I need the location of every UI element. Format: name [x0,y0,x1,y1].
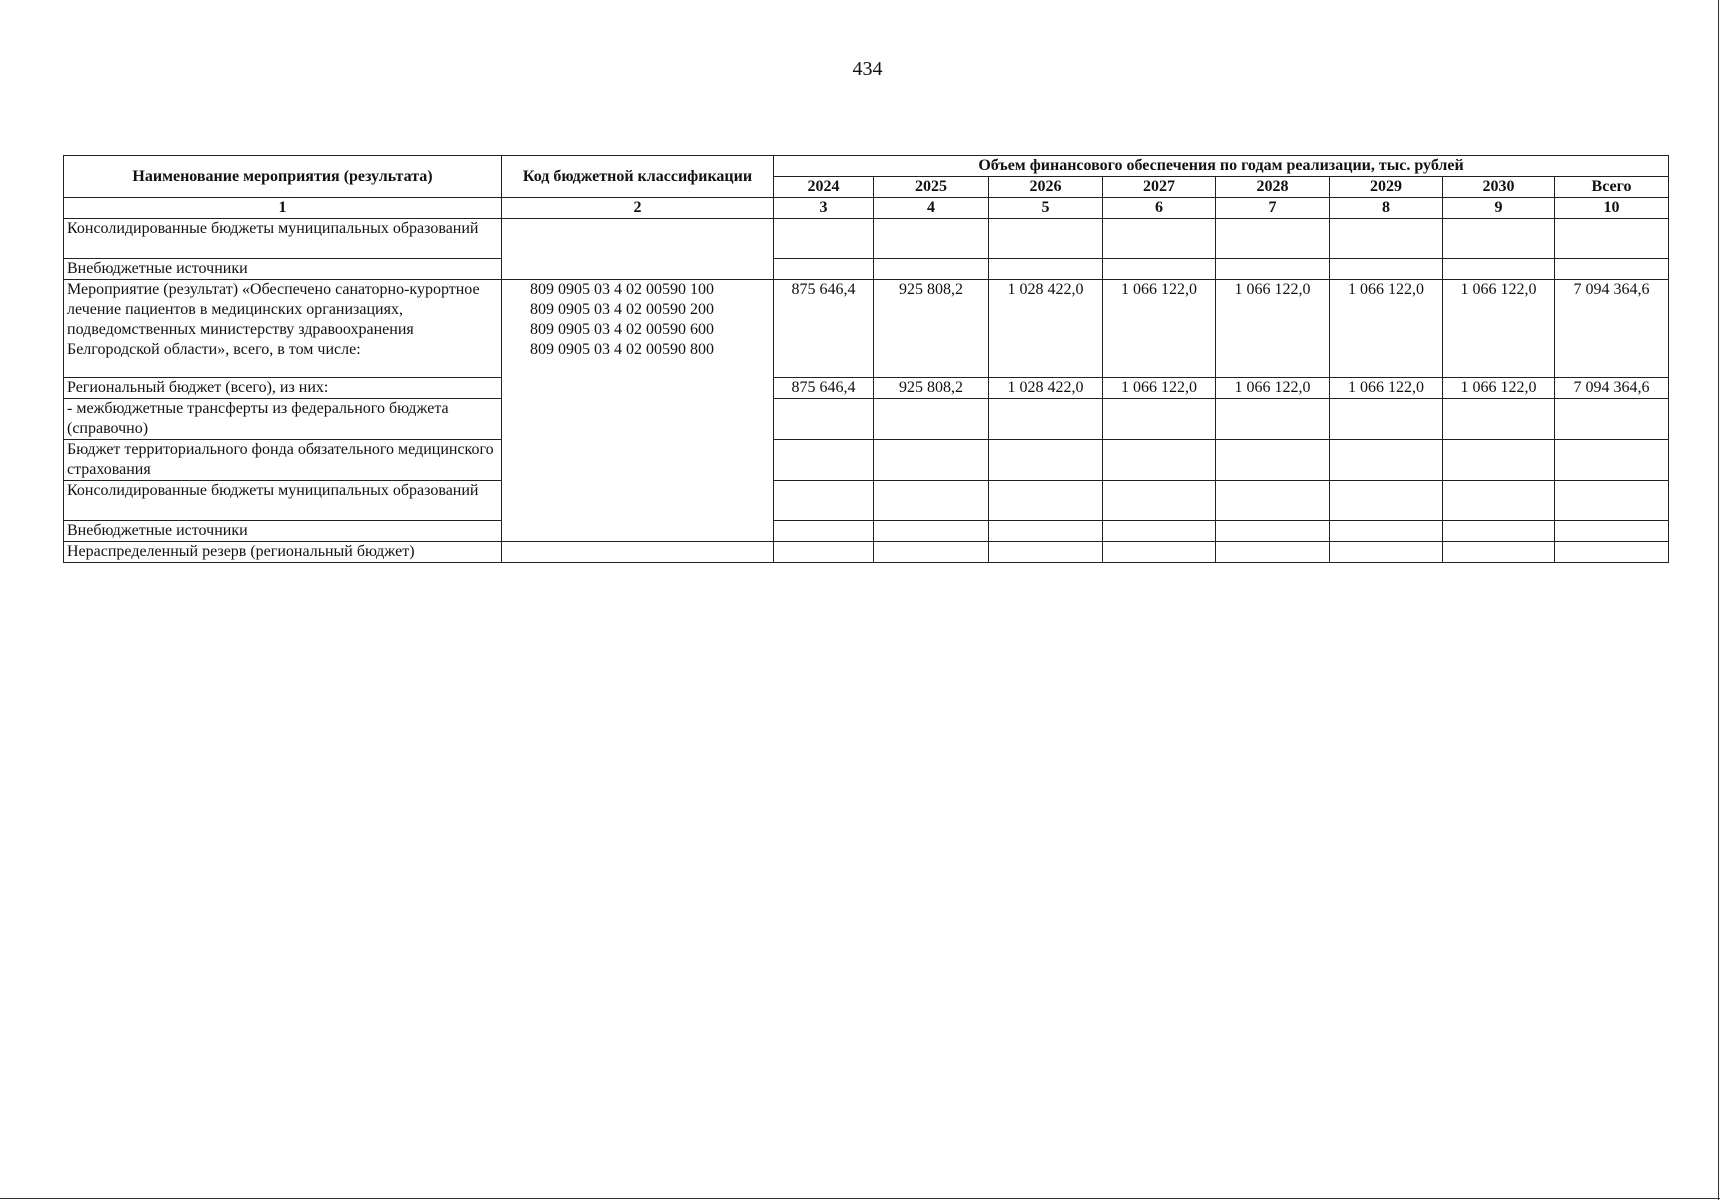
value-cell [774,542,874,563]
column-number: 9 [1443,198,1555,219]
table-row [64,280,1669,378]
value-cell: 1 066 122,0 [1103,280,1216,378]
page-border-right [1718,0,1719,1200]
code-cell [502,219,774,280]
value-cell [874,259,989,280]
value-cell [1103,440,1216,481]
value-cell [1103,259,1216,280]
value-cell [874,481,989,521]
value-cell: 1 028 422,0 [989,280,1103,378]
header-year: Всего [1555,177,1669,198]
value-cell [1216,481,1330,521]
table-row [64,521,1669,542]
value-cell [1330,219,1443,259]
value-cell [1330,521,1443,542]
value-cell: 925 808,2 [874,280,989,378]
value-cell [774,259,874,280]
value-cell [1103,481,1216,521]
value-cell: 1 028 422,0 [989,378,1103,399]
value-cell [1103,542,1216,563]
value-cell [1216,259,1330,280]
value-cell: 925 808,2 [874,378,989,399]
row-name: Внебюджетные источники [64,259,502,280]
value-cell [989,399,1103,440]
table-row [64,259,1669,280]
value-cell [1443,521,1555,542]
value-cell: 1 066 122,0 [1443,280,1555,378]
table-row [64,542,1669,563]
header-year: 2024 [774,177,874,198]
value-cell [989,440,1103,481]
code-cell [502,542,774,563]
value-cell [774,399,874,440]
value-cell [1216,219,1330,259]
value-cell [1555,219,1669,259]
value-cell [1555,542,1669,563]
value-cell [1103,219,1216,259]
column-number: 6 [1103,198,1216,219]
value-cell: 875 646,4 [774,280,874,378]
value-cell [874,521,989,542]
budget-code: 809 0905 03 4 02 00590 800 [530,341,714,358]
value-cell [989,259,1103,280]
value-cell [1103,521,1216,542]
value-cell: 1 066 122,0 [1330,378,1443,399]
value-cell [1555,440,1669,481]
value-cell [774,521,874,542]
row-name: Региональный бюджет (всего), из них: [64,378,502,399]
value-cell [1216,521,1330,542]
column-number: 1 [64,198,502,219]
row-name: Консолидированные бюджеты муниципальных образований [64,219,502,259]
value-cell [774,481,874,521]
value-cell [1443,481,1555,521]
header-name: Наименование мероприятия (результата) [64,156,502,198]
header-year: 2030 [1443,177,1555,198]
value-cell: 1 066 122,0 [1103,378,1216,399]
value-cell [1103,399,1216,440]
value-cell [1216,440,1330,481]
table-row [64,440,1669,481]
header-year: 2026 [989,177,1103,198]
value-cell: 1 066 122,0 [1216,378,1330,399]
header-code: Код бюджетной классификации [502,156,774,198]
value-cell: 1 066 122,0 [1216,280,1330,378]
column-number: 8 [1330,198,1443,219]
code-cell [502,280,774,542]
value-cell [774,440,874,481]
value-cell [1443,219,1555,259]
value-cell: 1 066 122,0 [1443,378,1555,399]
value-cell [1555,521,1669,542]
value-cell [1330,259,1443,280]
value-cell [1555,481,1669,521]
value-cell [874,440,989,481]
value-cell [874,399,989,440]
page-number: 434 [852,58,883,80]
column-number: 7 [1216,198,1330,219]
row-name: Нераспределенный резерв (региональный бюджет) [64,542,502,563]
budget-code: 809 0905 03 4 02 00590 100 [530,281,714,298]
value-cell [989,542,1103,563]
table-row [64,219,1669,259]
table-row [64,378,1669,399]
header-year: 2028 [1216,177,1330,198]
header-row-1 [64,156,1669,177]
value-cell [1443,399,1555,440]
value-cell [1443,542,1555,563]
column-number: 10 [1555,198,1669,219]
header-year: 2027 [1103,177,1216,198]
header-year: 2025 [874,177,989,198]
column-number: 5 [989,198,1103,219]
row-name: Внебюджетные источники [64,521,502,542]
header-year: 2029 [1330,177,1443,198]
budget-table [63,155,1669,563]
column-number: 2 [502,198,774,219]
value-cell [1330,542,1443,563]
value-cell [1555,399,1669,440]
value-cell [1443,259,1555,280]
value-cell [1330,440,1443,481]
table-row [64,481,1669,521]
value-cell: 1 066 122,0 [1330,280,1443,378]
value-cell: 7 094 364,6 [1555,280,1669,378]
header-volume: Объем финансового обеспечения по годам реализации, тыс. рублей [774,156,1669,177]
row-name: - межбюджетные трансферты из федерального бюджета (справочно) [64,399,502,440]
column-number: 3 [774,198,874,219]
value-cell [1330,481,1443,521]
page-border-bottom [0,1198,1720,1199]
value-cell: 875 646,4 [774,378,874,399]
value-cell: 7 094 364,6 [1555,378,1669,399]
row-name: Мероприятие (результат) «Обеспечено санаторно-курортное лечение пациентов в медицинских организациях, подведомственных министерству здравоохранения Белгородской области», всего, в том числе: [64,280,502,378]
value-cell [989,481,1103,521]
value-cell [1555,259,1669,280]
budget-code: 809 0905 03 4 02 00590 200 [530,301,714,318]
value-cell [989,219,1103,259]
value-cell [1330,399,1443,440]
value-cell [774,219,874,259]
table-row [64,399,1669,440]
row-name: Консолидированные бюджеты муниципальных образований [64,481,502,521]
value-cell [874,542,989,563]
column-number: 4 [874,198,989,219]
value-cell [1216,542,1330,563]
budget-code: 809 0905 03 4 02 00590 600 [530,321,714,338]
value-cell [874,219,989,259]
value-cell [1216,399,1330,440]
row-name: Бюджет территориального фонда обязательного медицинского страхования [64,440,502,481]
column-numbers-row [64,198,1669,219]
value-cell [1443,440,1555,481]
value-cell [989,521,1103,542]
